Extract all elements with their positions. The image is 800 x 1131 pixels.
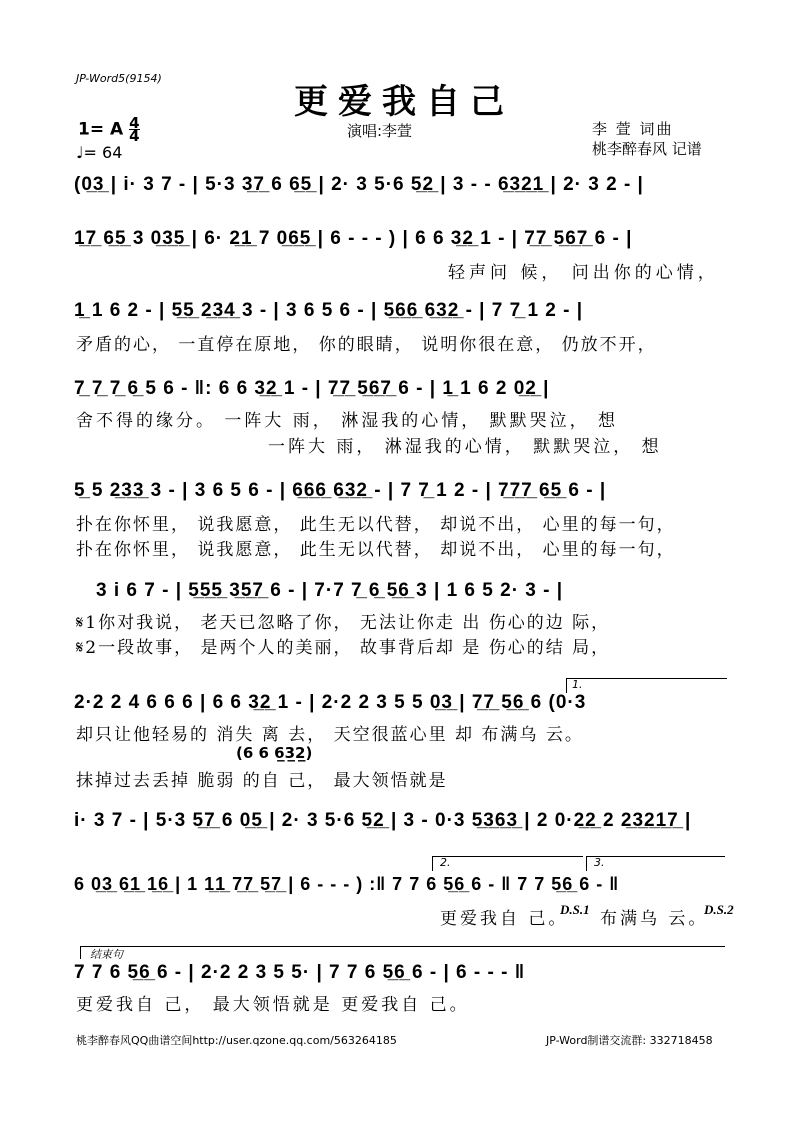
lyrics-line-7a: 却只让他轻易的 消失 离 去， 天空很蓝心里 却 布满乌 云。 <box>76 725 584 745</box>
singer-credit: 演唱:李萱 <box>347 122 413 140</box>
coda-label: 结束句 <box>90 948 123 961</box>
quarter-note-icon: ♩ <box>76 143 84 162</box>
ds1-mark: D.S.1 <box>560 902 590 917</box>
lyrics-line-9b: 布满乌 云。 <box>600 909 709 929</box>
notation-line-6: 3 i 6 7 - | 5̲5̲5̲ 3̲5̲7̲ 6 - | 7·7 7̲ 6̲ 5̲6̲ 3 | 1 6 5 2· 3 - | <box>96 580 564 601</box>
time-signature <box>129 114 140 145</box>
footer-left: 桃李醉春风QQ曲谱空间http://user.qzone.qq.com/563264185 <box>76 1034 397 1047</box>
software-label: JP-Word5(9154) <box>76 72 162 85</box>
notation-line-10: 7 7 6 5̲6̲ 6 - | 2·2 2 3 5 5· | 7 7 6 5̲6̲ 6 - | 6 - - - ‖ <box>74 962 526 983</box>
tempo-marking <box>76 143 122 162</box>
transcriber-credit: 桃李醉春风 记谱 <box>592 140 702 158</box>
alt-notes: (6 6 6̲3̲2̲) <box>236 744 313 762</box>
lyrics-line-5a: 扑在你怀里， 说我愿意， 此生无以代替， 却说不出， 心里的每一句， <box>76 515 676 535</box>
notation-line-3: 1̲ 1 6 2 - | 5̲5̲ 2̲3̲4̲ 3 - | 3 6 5 6 - | 5̲6̲6̲ 6̲3̲2̲ - | 7 7̲ 1 2 - | <box>74 300 584 321</box>
volta-label-1: 1. <box>572 678 583 691</box>
notation-line-8: i· 3 7 - | 5·3 5̲7̲ 6 0̲5̲ | 2· 3 5·6 5̲2̲ | 3 - 0·3 5̲3̲6̲3̲ | 2 0·2̲2̲ 2 2̲3̲2̲1̲7̲ | <box>74 810 692 831</box>
notation-line-9: 6 0̲3̲ 6̲1̲ 1̲6̲ | 1 1̲1̲ 7̲7̲ 5̲7̲ | 6 - - - ) :‖ 7 7 6 5̲6̲ 6 - ‖ 7 7 5̲6̲ 6 - ‖ <box>74 874 620 894</box>
coda-bracket <box>80 946 725 959</box>
ds2-mark: D.S.2 <box>704 902 734 917</box>
notation-line-2: 1̲7̲ 6̲5̲ 3 0̲3̲5̲ | 6· 2̲1̲ 7 0̲6̲5̲ | 6 - - - ) | 6 6 3̲2̲ 1 - | 7̲7̲ 5̲6̲7̲ 6 - | <box>74 228 633 249</box>
notation-line-7: 2·2 2 4 6 6 6 | 6 6 3̲2̲ 1 - | 2·2 2 3 5 5 0̲3̲ | 7̲7̲ 5̲6̲ 6 (0·3 <box>74 692 587 713</box>
lyrics-line-6a: 𝄋1你对我说， 老天已忽略了你， 无法让你走 出 伤心的边 际， <box>76 613 611 633</box>
lyrics-line-5b: 扑在你怀里， 说我愿意， 此生无以代替， 却说不出， 心里的每一句， <box>76 540 676 560</box>
notation-line-1: (0̲3̲ | i· 3 7 - | 5·3 3̲7̲ 6 6̲5̲ | 2· 3 5·6 5̲2̲ | 3 - - 6̲3̲2̲1̲ | 2· 3 2 - | <box>74 174 644 195</box>
lyrics-line-2: 轻声问 候， 问出你的心情， <box>448 263 719 283</box>
notation-line-5: 5̲ 5 2̲3̲3̲ 3 - | 3 6 5 6 - | 6̲6̲6̲ 6̲3̲2̲ - | 7 7̲ 1 2 - | 7̲7̲7̲ 6̲5̲ 6 - | <box>74 480 607 501</box>
volta-bracket-2 <box>432 856 583 871</box>
footer-right: JP-Word制谱交流群: 332718458 <box>546 1034 713 1047</box>
volta-bracket-3 <box>586 856 725 871</box>
volta-bracket-1 <box>566 678 727 693</box>
time-denominator: 4 <box>129 127 140 145</box>
lyrics-line-7b: 抹掉过去丢掉 脆弱 的自 己， 最大领悟就是 <box>76 771 448 791</box>
lyrics-line-10: 更爱我自 己， 最大领悟就是 更爱我自 己。 <box>76 995 470 1015</box>
notation-line-4: 7̲ 7̲ 7̲ 6̲ 5 6 - ‖: 6 6 3̲2̲ 1 - | 7̲7̲ 5̲6̲7̲ 6 - | 1̲ 1 6 2 0̲2̲ | <box>74 378 550 399</box>
lyrics-line-9a: 更爱我自 己。 <box>440 909 569 929</box>
lyrics-line-4b: 一阵大 雨， 淋湿我的心情， 默默哭泣， 想 <box>268 437 662 457</box>
key-signature <box>78 114 140 145</box>
key-text: 1= A <box>78 119 124 140</box>
lyricist-credit: 李 萱 词曲 <box>592 120 674 138</box>
lyrics-line-3: 矛盾的心， 一直停在原地， 你的眼睛， 说明你很在意， 仍放不开， <box>76 335 657 355</box>
volta-label-3: 3. <box>594 856 605 869</box>
volta-label-2: 2. <box>440 856 451 869</box>
time-numerator: 4 <box>129 114 140 132</box>
tempo-value: = 64 <box>83 143 123 162</box>
lyrics-line-6b: 𝄋2一段故事， 是两个人的美丽， 故事背后却 是 伤心的结 局， <box>76 638 611 658</box>
song-title: 更爱我自己 <box>294 82 514 122</box>
lyrics-line-4a: 舍不得的缘分。 一阵大 雨， 淋湿我的心情， 默默哭泣， 想 <box>76 411 619 431</box>
